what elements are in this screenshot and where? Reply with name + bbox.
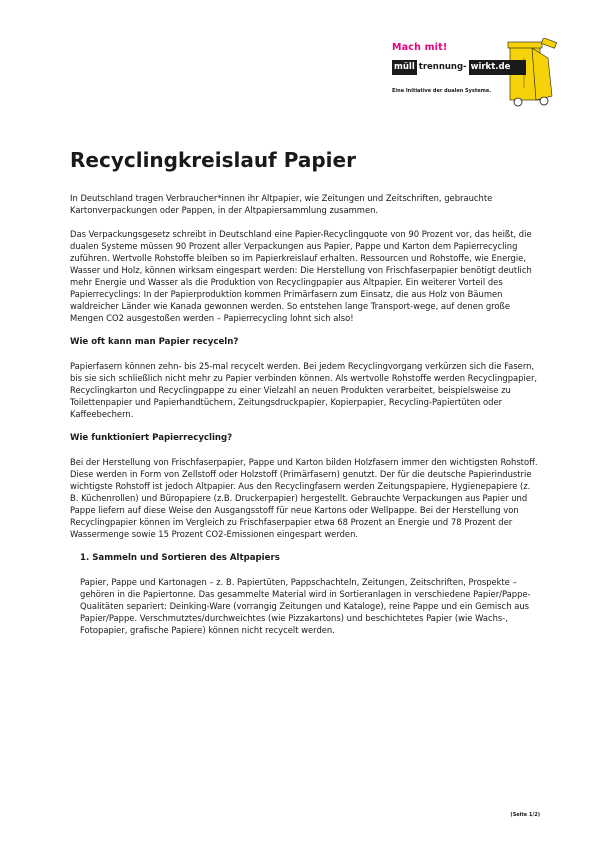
law-paragraph: Das Verpackungsgesetz schreibt in Deutschland eine Papier-Recyclingquote von 90 Prozent vor, das heißt, die dualen Systeme müssen 90 Prozent aller Verpackungen aus Papier, Pappe und Karton dem Papierrecycling zuführen. Wertvolle Rohstoffe bleiben so im Papierkreislauf erhalten. Ressourcen und Rohstoffe, wie Energie, Wasser und Holz, können wirksam eingespart werden: Die Herstellung von Frischfaserpapier benötigt deutlich mehr Energie und Wasser als die Produktion von Recyclingpapier aus Altpapier. Ein weiterer Vorteil des Papierrecyclings: In der Papierproduktion kommen Primärfasern zum Einsatz, die aus Holz von Bäumen waldreicher Länder wie Kanada gewonnen werden. So entstehen lange Transport-wege, auf denen große Mengen CO2 ausgestoßen werden – Papierrecycling lohnt sich also! <box>70 229 532 323</box>
section-heading-how-it-works: Wie funktioniert Papierrecycling? <box>70 433 233 443</box>
page-number: (Seite 1/2) <box>510 812 540 818</box>
page-title: Recyclingkreislauf Papier <box>70 148 356 172</box>
document-body <box>70 192 540 648</box>
logo-part-muell: müll <box>394 62 415 72</box>
section-text-how-it-works: Bei der Herstellung von Frischfaserpapier, Pappe und Karton bilden Holzfasern immer den wichtigsten Rohstoff. Diese werden in Form von Zellstoff oder Holzstoff (Primärfasern) genutzt. Der für die deutsche Papierindustrie wichtigste Rohstoff ist jedoch Altpapier. Aus den Recyclingfasern werden Zeitungspapiere, Hygienepapiere (z. B. Küchenrollen) und Büropapiere (z.B. Druckerpapier) hergestellt. Gebrauchte Verpackungen aus Papier und Pappe liefern auf diese Weise den Ausgangsstoff für neue Kartons oder Wellpappe. Bei der Herstellung von Recyclingpapier können im Vergleich zu Frischfaserpapier etwa 68 Prozent an Energie und 78 Prozent der Wassermenge sowie 15 Prozent CO2-Emissionen eingespart werden. <box>70 457 538 539</box>
logo-initiative: Eine Initiative der dualen Systeme. <box>392 88 492 94</box>
section-heading-how-often: Wie oft kann man Papier recyceln? <box>70 337 239 347</box>
brand-logo <box>392 38 560 108</box>
intro-paragraph: In Deutschland tragen Verbraucher*innen ihr Altpapier, wie Zeitungen und Zeitschriften, gebrauchte Kartonverpackungen oder Pappen, in der Altpapiersammlung zusammen. <box>70 193 493 215</box>
logo-part-wirkt: wirkt.de <box>470 62 511 72</box>
logo-wordmark <box>392 60 526 75</box>
section-text-how-often: Papierfasern können zehn- bis 25-mal recycelt werden. Bei jedem Recyclingvorgang verkürzen sich die Fasern, bis sie sich schließlich nicht mehr zu Papier verbinden können. Als wertvolle Rohstoffe werden Recyclingpapier, Recyclingkarton und Recyclingpappe zu einer Vielzahl an neuen Produkten verarbeitet, beispielsweise zu Toilettenpapier und Papierhandtüchern, Zeitungsdruckpapier, Kopierpapier, Recycling-Papiertüten oder Kaffeebechern. <box>70 361 538 419</box>
logo-part-trennung: trennung- <box>417 60 469 75</box>
section-text-collecting: Papier, Pappe und Kartonagen – z. B. Papiertüten, Pappschachteln, Zeitungen, Zeitschriften, Prospekte – gehören in die Papiertonne. Das gesammelte Material wird in Sortieranlagen in verschiedene Papier/Pappe-Qualitäten separiert: Deinking-Ware (vorrangig Zeitungen und Kataloge), reine Pappe und ein Gemisch aus Papier/Pappe. Verschmutztes/durchweichtes (wie Pizzakartons) und beschichtetes Papier (wie Wachs-, Fotopapier, grafische Papiere) können nicht recycelt werden. <box>80 577 531 635</box>
section-heading-collecting: 1. Sammeln und Sortieren des Altpapiers <box>80 553 280 563</box>
logo-tagline: Mach mit! <box>392 42 448 53</box>
